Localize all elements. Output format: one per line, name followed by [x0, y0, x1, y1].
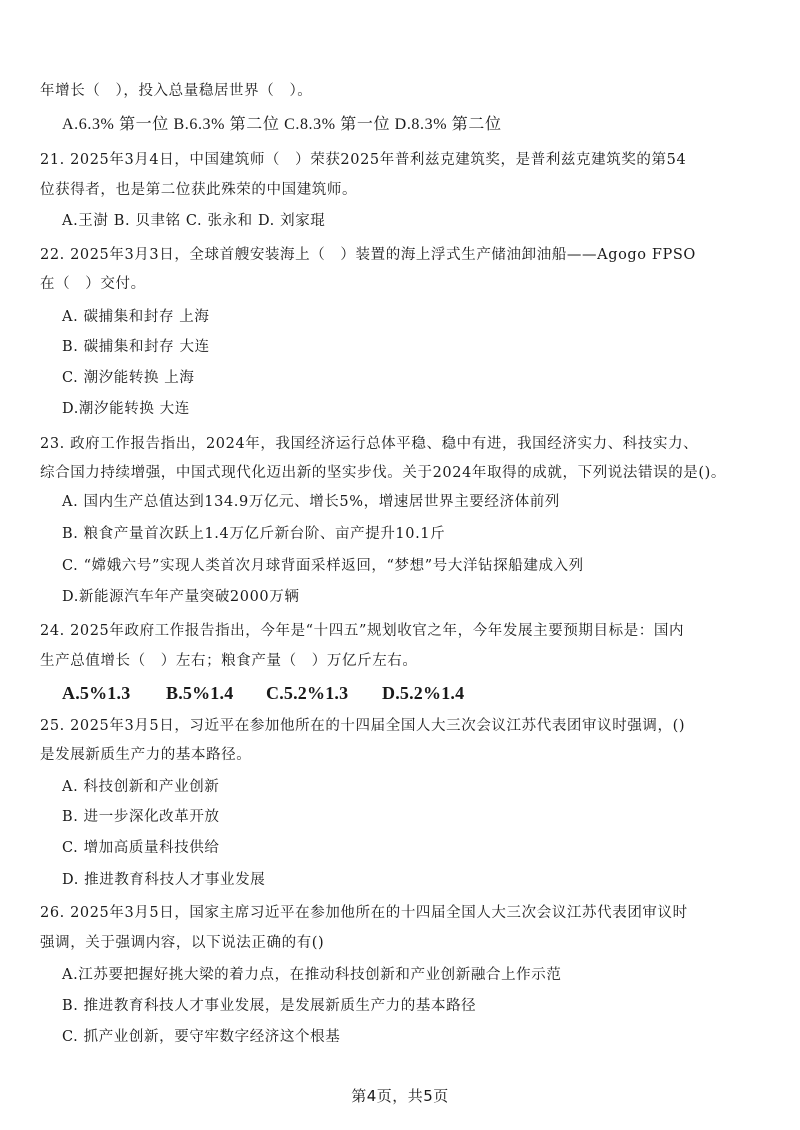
- q23-option-b: B. 粮食产量首次跃上1.4万亿斤新台阶、亩产提升10.1斤: [62, 526, 446, 542]
- q24-stem-line2: 生产总值增长（ ）左右；粮食产量（ ）万亿斤左右。: [40, 653, 418, 669]
- q23-option-d: D.新能源汽车年产量突破2000万辆: [62, 589, 300, 605]
- q20-options: A.6.3% 第一位 B.6.3% 第二位 C.8.3% 第一位 D.8.3% 第二位: [62, 116, 502, 133]
- q26-stem-line1: 26. 2025年3月5日，国家主席习近平在参加他所在的十四届全国人大三次会议江苏代表团审议时: [40, 905, 688, 921]
- page-number-footer: 第4页，共5页: [351, 1087, 449, 1105]
- q26-option-c: C. 抓产业创新，要守牢数字经济这个根基: [62, 1029, 341, 1045]
- q25-option-a: A. 科技创新和产业创新: [62, 779, 220, 795]
- q23-option-a: A. 国内生产总值达到134.9万亿元、增长5%，增速居世界主要经济体前列: [62, 494, 560, 510]
- q24-option-c: C.5.2%1.3: [266, 683, 349, 703]
- q25-option-b: B. 进一步深化改革开放: [62, 809, 220, 825]
- q22-option-c: C. 潮汐能转换 上海: [62, 370, 195, 386]
- q26-stem-line2: 强调，关于强调内容，以下说法正确的有(): [40, 935, 325, 951]
- q22-stem-line1: 22. 2025年3月3日，全球首艘安装海上（ ）装置的海上浮式生产储油卸油船——Agogo FPSO: [40, 247, 696, 263]
- q25-option-d: D. 推进教育科技人才事业发展: [62, 872, 266, 888]
- q25-stem-line2: 是发展新质生产力的基本路径。: [40, 747, 252, 763]
- q24-option-b: B.5%1.4: [166, 683, 234, 703]
- q23-stem-line1: 23. 政府工作报告指出，2024年，我国经济运行总体平稳、稳中有进，我国经济实力、科技实力、: [40, 436, 699, 452]
- q22-option-d: D.潮汐能转换 大连: [62, 401, 190, 417]
- q21-options: A.王澍 B. 贝聿铭 C. 张永和 D. 刘家琨: [62, 213, 326, 229]
- q24-options: [62, 683, 764, 703]
- q24-option-d: D.5.2%1.4: [382, 683, 465, 703]
- q26-option-b: B. 推进教育科技人才事业发展，是发展新质生产力的基本路径: [62, 998, 477, 1014]
- q25-option-c: C. 增加高质量科技供给: [62, 840, 220, 856]
- q24-option-a: A.5%1.3: [62, 683, 131, 703]
- q21-stem-line1: 21. 2025年3月4日，中国建筑师（ ）荣获2025年普利兹克建筑奖，是普利兹克建筑奖的第54: [40, 152, 687, 168]
- q21-stem-line2: 位获得者，也是第二位获此殊荣的中国建筑师。: [40, 182, 358, 198]
- q22-option-a: A. 碳捕集和封存 上海: [62, 309, 210, 325]
- q24-stem-line1: 24. 2025年政府工作报告指出，今年是“十四五”规划收官之年，今年发展主要预期目标是：国内: [40, 623, 685, 639]
- q20-stem-tail: 年增长（ ），投入总量稳居世界（ ）。: [40, 83, 313, 99]
- q23-stem-line2: 综合国力持续增强，中国式现代化迈出新的坚实步伐。关于2024年取得的成就，下列说法错误的是()。: [40, 465, 727, 481]
- q22-option-b: B. 碳捕集和封存 大连: [62, 339, 210, 355]
- q23-option-c: C. “嫦娥六号”实现人类首次月球背面采样返回，“梦想”号大洋钻探船建成入列: [62, 558, 584, 574]
- q25-stem-line1: 25. 2025年3月5日，习近平在参加他所在的十四届全国人大三次会议江苏代表团审议时强调，(): [40, 718, 686, 734]
- q22-stem-line2: 在（ ）交付。: [40, 276, 146, 292]
- q26-option-a: A.江苏要把握好挑大梁的着力点，在推动科技创新和产业创新融合上作示范: [62, 967, 562, 983]
